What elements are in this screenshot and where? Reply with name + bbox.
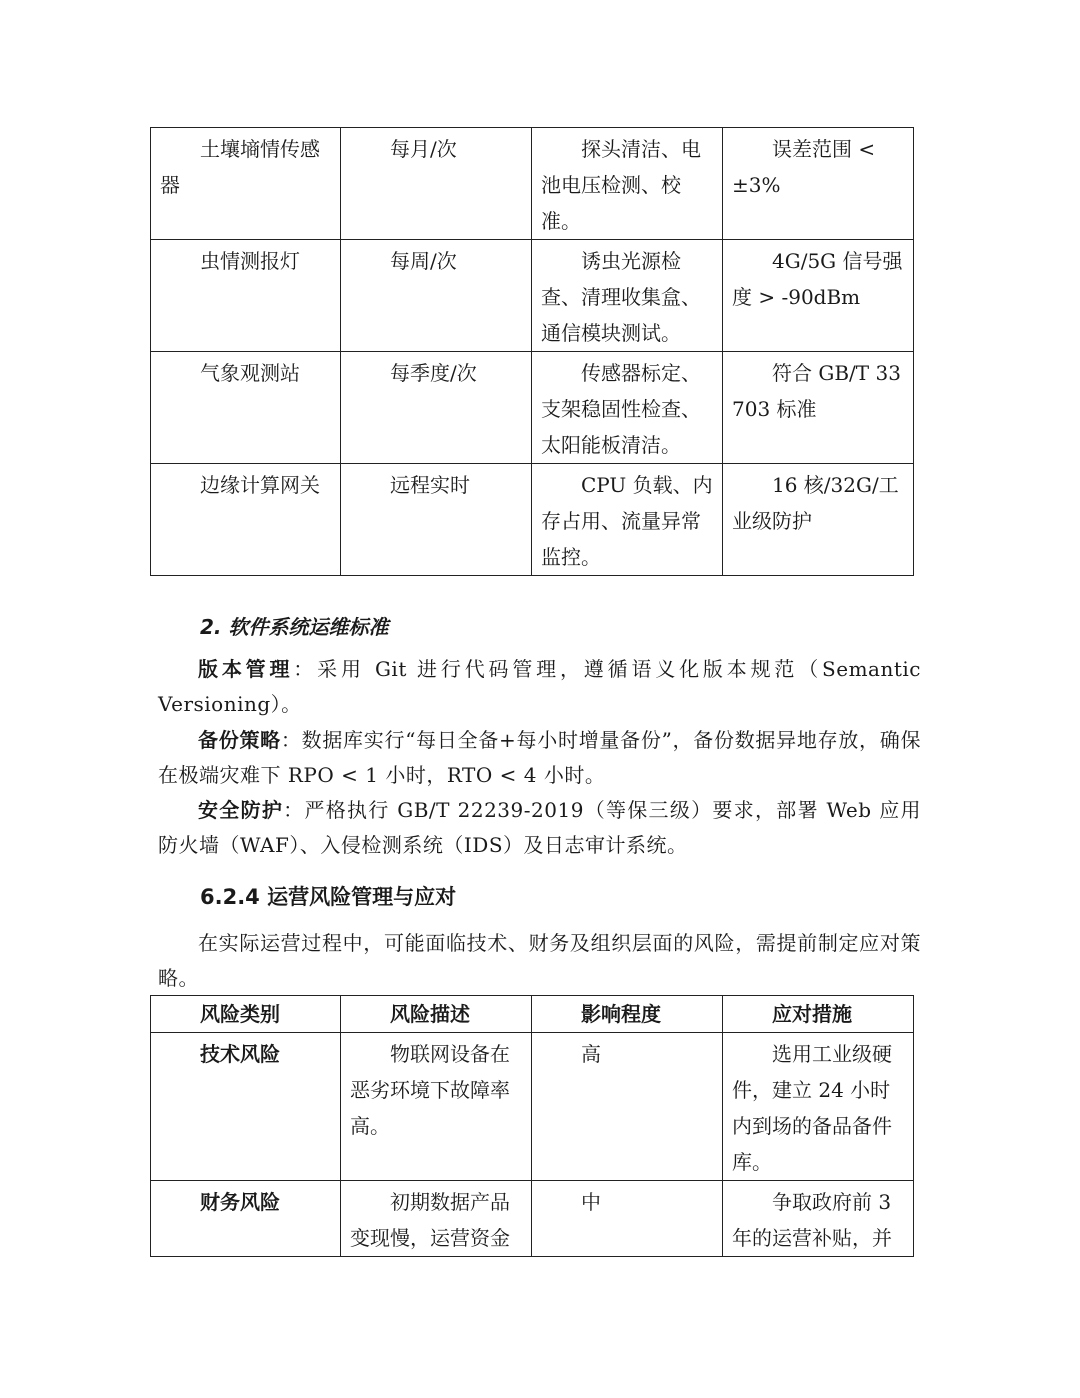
section-heading-risk: 6.2.4 运营风险管理与应对 [200, 885, 457, 909]
impact-cell: 中 [532, 1181, 723, 1257]
category-cell: 财务风险 [151, 1181, 341, 1257]
impact-cell: 高 [532, 1033, 723, 1181]
standard-cell: 误差范围 < ±3% [723, 128, 914, 240]
table-row [151, 128, 914, 240]
header-cell: 风险描述 [341, 996, 532, 1033]
section-title-software: 2. 软件系统运维标准 [200, 615, 389, 639]
content-cell: 传感器标定、支架稳固性检查、太阳能板清洁。 [532, 352, 723, 464]
device-cell: 气象观测站 [151, 352, 341, 464]
frequency-cell: 每周/次 [341, 240, 532, 352]
header-cell: 应对措施 [723, 996, 914, 1033]
table-row [151, 1033, 914, 1181]
table-row [151, 464, 914, 576]
risk-intro-paragraph: 在实际运营过程中，可能面临技术、财务及组织层面的风险，需提前制定应对策略。 [158, 931, 921, 990]
measure-cell: 选用工业级硬件，建立 24 小时内到场的备品备件库。 [723, 1033, 914, 1181]
category-cell: 技术风险 [151, 1033, 341, 1181]
security-text: ：严格执行 GB/T 22239-2019（等保三级）要求，部署 Web 应用防火墙（WAF）、入侵检测系统（IDS）及日志审计系统。 [158, 798, 922, 857]
device-maintenance-table [150, 127, 914, 576]
description-cell: 初期数据产品变现慢，运营资金 [341, 1181, 532, 1257]
content-cell: 诱虫光源检查、清理收集盒、通信模块测试。 [532, 240, 723, 352]
risk-table [150, 995, 914, 1257]
security-paragraph [158, 793, 921, 863]
table-row [151, 1181, 914, 1257]
description-cell: 物联网设备在恶劣环境下故障率高。 [341, 1033, 532, 1181]
frequency-cell: 每月/次 [341, 128, 532, 240]
standard-cell: 4G/5G 信号强度 > -90dBm [723, 240, 914, 352]
header-cell: 影响程度 [532, 996, 723, 1033]
frequency-cell: 远程实时 [341, 464, 532, 576]
table-row [151, 352, 914, 464]
device-cell: 边缘计算网关 [151, 464, 341, 576]
header-cell: 风险类别 [151, 996, 341, 1033]
table-header-row [151, 996, 914, 1033]
backup-strategy-paragraph [158, 723, 921, 793]
content-cell: 探头清洁、电池电压检测、校准。 [532, 128, 723, 240]
security-label: 安全防护 [198, 798, 284, 822]
device-cell: 土壤墒情传感器 [151, 128, 341, 240]
standard-cell: 16 核/32G/工业级防护 [723, 464, 914, 576]
content-cell: CPU 负载、内存占用、流量异常监控。 [532, 464, 723, 576]
version-management-paragraph [158, 652, 921, 722]
version-management-label: 版本管理 [198, 657, 294, 681]
backup-strategy-text: ：数据库实行“每日全备+每小时增量备份”，备份数据异地存放，确保在极端灾难下 RPO < 1 小时，RTO < 4 小时。 [158, 728, 921, 787]
table-row [151, 240, 914, 352]
device-cell: 虫情测报灯 [151, 240, 341, 352]
frequency-cell: 每季度/次 [341, 352, 532, 464]
measure-cell: 争取政府前 3 年的运营补贴，并 [723, 1181, 914, 1257]
standard-cell: 符合 GB/T 33703 标准 [723, 352, 914, 464]
version-management-text: ：采用 Git 进行代码管理，遵循语义化版本规范（Semantic Versioning）。 [158, 657, 921, 716]
backup-strategy-label: 备份策略 [198, 728, 281, 752]
